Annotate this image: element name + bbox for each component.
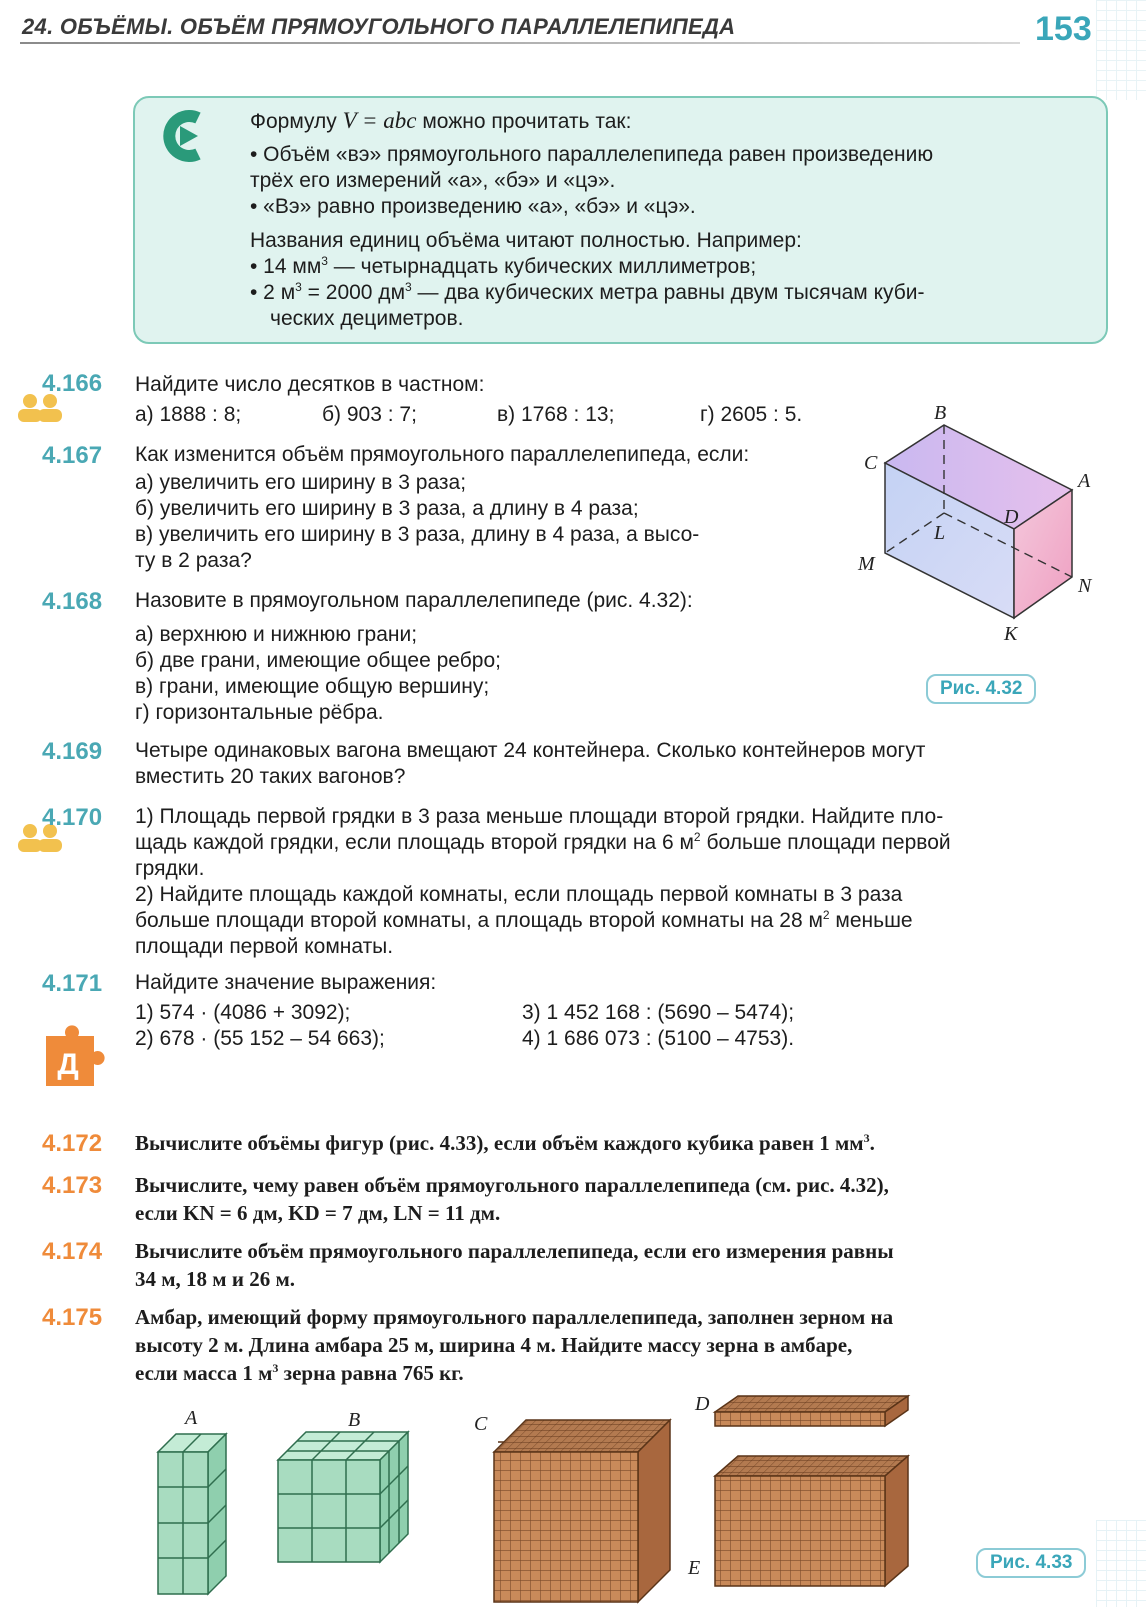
problem-number-4-167: 4.167 (42, 442, 103, 469)
problem-4-166-d: г) 2605 : 5. (700, 403, 803, 426)
figure-4-33-cube-figures (140, 1393, 960, 1600)
info-example2-cont: ческих дециметров. (270, 307, 464, 330)
problem-4-170-l4: 2) Найдите площадь каждой комнаты, если площадь первой комнаты в 3 раза (135, 883, 903, 906)
problem-4-167-c2: ту в 2 раза? (135, 549, 252, 572)
info-bullet1-line2: трёх его измерений «а», «бэ» и «цэ». (250, 169, 616, 192)
problem-4-170-l5: больше площади второй комнаты, а площадь второй комнаты на 28 $м^2$ меньше (135, 908, 913, 932)
problem-number-4-168: 4.168 (42, 588, 103, 615)
figure-433-label-E: E (688, 1557, 701, 1579)
corner-decoration (1096, 0, 1146, 100)
homework-puzzle-icon (42, 1030, 106, 1090)
label-K: K (1004, 623, 1018, 645)
figure-433-label-C: C (474, 1413, 488, 1435)
problem-4-171-e3: 3) 1 452 168 : (5690 – 5474); (522, 1001, 795, 1024)
page-number: 153 (1035, 10, 1092, 48)
problem-4-166-text: Найдите число десятков в частном: (135, 373, 485, 396)
problem-4-167-a: а) увеличить его ширину в 3 раза; (135, 471, 467, 494)
problem-number-4-166: 4.166 (42, 370, 103, 397)
problem-4-167-b: б) увеличить его ширину в 3 раза, а длину в 4 раза; (135, 497, 639, 520)
problem-4-175-l3: если масса 1 $м^3$ зерна равна 765 кг. (135, 1361, 464, 1385)
info-example1: • 14 $мм^3$ — четырнадцать кубических миллиметров; (250, 254, 757, 278)
problem-number-4-171: 4.171 (42, 970, 103, 997)
label-M: M (858, 553, 875, 575)
label-B: B (934, 402, 947, 424)
figure-4-33-caption: Рис. 4.33 (976, 1548, 1086, 1578)
label-L: L (934, 522, 946, 544)
problem-4-168-b: б) две грани, имеющие общее ребро; (135, 649, 501, 672)
figure-433-label-D: D (695, 1393, 710, 1415)
problem-number-4-169: 4.169 (42, 738, 103, 765)
info-units-intro: Названия единиц объёма читают полностью. Например: (250, 229, 802, 252)
info-bullet1-line1: • Объём «вэ» прямоугольного параллелепипеда равен произведению (250, 143, 934, 166)
problem-4-170-l1: 1) Площадь первой грядки в 3 раза меньше площади второй грядки. Найдите пло- (135, 805, 944, 828)
problem-4-171-e2: 2) 678 · (55 152 – 54 663); (135, 1027, 385, 1050)
figure-B (278, 1432, 408, 1562)
problem-4-170-l6: площади первой комнаты. (135, 935, 394, 958)
problem-4-166-a: а) 1888 : 8; (135, 403, 242, 426)
problem-4-172-text: Вычислите объёмы фигур (рис. 4.33), если объём каждого кубика равен 1 $мм^3$. (135, 1131, 875, 1155)
problem-4-174-l2: 34 м, 18 м и 26 м. (135, 1267, 296, 1291)
problem-4-175-l2: высоту 2 м. Длина амбара 25 м, ширина 4 м. Найдите массу зерна в амбаре, (135, 1333, 853, 1357)
corner-decoration-bottom (1096, 1520, 1146, 1607)
label-A: A (1078, 470, 1091, 492)
problem-4-171-e1: 1) 574 · (4086 + 3092); (135, 1001, 351, 1024)
info-bullet2: • «Вэ» равно произведению «а», «бэ» и «цэ». (250, 195, 696, 218)
problem-4-166-b: б) 903 : 7; (322, 403, 417, 426)
problem-4-168-c: в) грани, имеющие общую вершину; (135, 675, 490, 698)
figure-433-label-B: B (348, 1409, 361, 1431)
problem-number-4-172: 4.172 (42, 1130, 103, 1157)
problem-number-4-170: 4.170 (42, 804, 103, 831)
problem-4-171-e4: 4) 1 686 073 : (5100 – 4753). (522, 1027, 795, 1050)
figure-4-32-caption: Рис. 4.32 (926, 674, 1036, 704)
problem-4-166-c: в) 1768 : 13; (497, 403, 615, 426)
problem-4-168-text: Назовите в прямоугольном параллелепипеде (рис. 4.32): (135, 589, 693, 612)
problem-4-167-text: Как изменится объём прямоугольного параллелепипеда, если: (135, 443, 750, 466)
problem-number-4-175: 4.175 (42, 1304, 103, 1331)
problem-4-168-d: г) горизонтальные рёбра. (135, 701, 384, 724)
page-header-title: 24. ОБЪЁМЫ. ОБЪЁМ ПРЯМОУГОЛЬНОГО ПАРАЛЛЕЛЕПИПЕДА (22, 14, 736, 39)
label-D: D (1004, 506, 1019, 528)
problem-4-170-l3: грядки. (135, 857, 205, 880)
problem-4-167-c1: в) увеличить его ширину в 3 раза, длину в 4 раза, а высо- (135, 523, 700, 546)
problem-4-173-l1: Вычислите, чему равен объём прямоугольного параллелепипеда (см. рис. 4.32), (135, 1173, 889, 1197)
problem-number-4-173: 4.173 (42, 1172, 103, 1199)
figure-C (494, 1420, 670, 1602)
problem-number-4-174: 4.174 (42, 1238, 103, 1265)
figure-433-label-A: A (185, 1407, 198, 1429)
problem-4-169-line2: вместить 20 таких вагонов? (135, 765, 406, 788)
problem-4-173-l2: если KN = 6 дм, KD = 7 дм, LN = 11 дм. (135, 1201, 501, 1225)
problem-4-170-l2: щадь каждой грядки, если площадь второй грядки на 6 $м^2$ больше площади первой (135, 830, 951, 854)
problem-4-168-a: а) верхнюю и нижнюю грани; (135, 623, 418, 646)
info-intro: Формулу V = abc можно прочитать так: (250, 108, 632, 133)
problem-4-175-l1: Амбар, имеющий форму прямоугольного параллелепипеда, заполнен зерном на (135, 1305, 894, 1329)
svg-text:Д: Д (57, 1048, 79, 1081)
figure-E (715, 1456, 908, 1586)
figure-4-32-parallelepiped (858, 402, 1122, 670)
problem-4-169-line1: Четыре одинаковых вагона вмещают 24 контейнера. Сколько контейнеров могут (135, 739, 926, 762)
problem-4-171-text: Найдите значение выражения: (135, 971, 437, 994)
info-example2: • 2 $м^3 = 2000$ $дм^3$ — два кубических метра равны двум тысячам куби- (250, 280, 925, 304)
figure-D (715, 1396, 908, 1426)
header-divider (20, 42, 1020, 44)
label-N: N (1078, 575, 1092, 597)
problem-4-174-l1: Вычислите объём прямоугольного параллелепипеда, если его измерения равны (135, 1239, 894, 1263)
figure-A (158, 1434, 226, 1594)
label-C: C (864, 452, 878, 474)
speech-rule-icon (158, 108, 210, 164)
